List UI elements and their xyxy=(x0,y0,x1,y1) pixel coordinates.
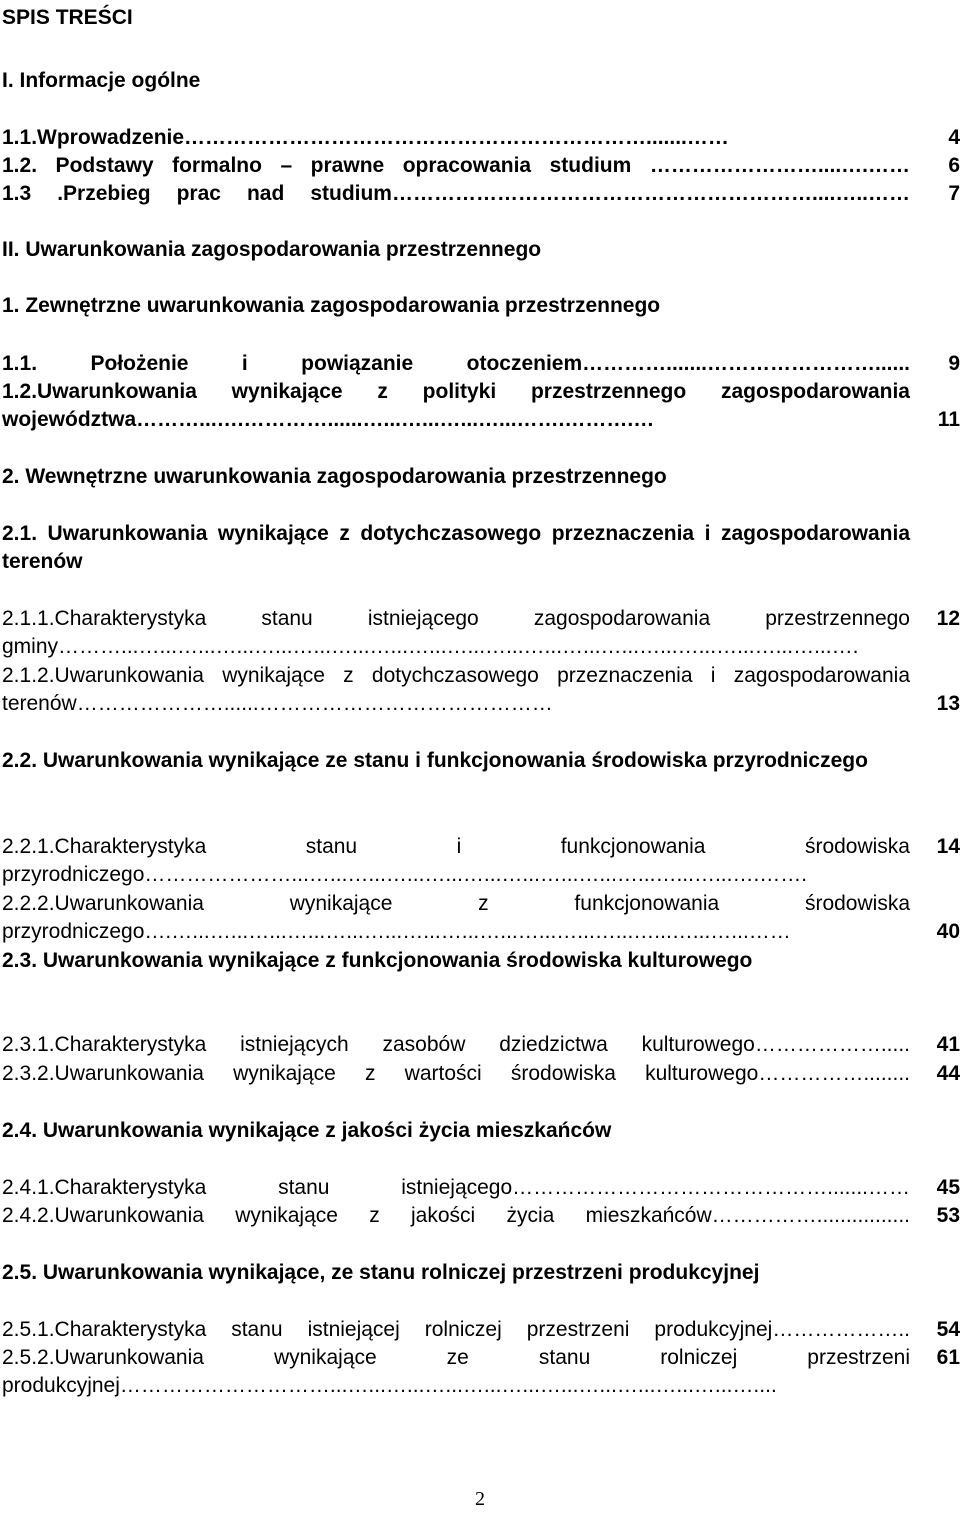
toc-entry-text: 1.2.Uwarunkowania wynikające z polityki przestrzennego zagospodarowania województwa………...….…………......…...…...…...…...…….……….… xyxy=(2,380,910,431)
toc-page-number: 9 xyxy=(948,352,960,375)
toc-page-number: 6 xyxy=(948,154,960,177)
toc-entry-text: 2.2.2.Uwarunkowania wynikające z funkcjonowania środowiska przyrodniczego….…...…...…...…...…...…...…...…...…...…...…...…...…...…...…...…… xyxy=(2,892,910,943)
toc-page-number: 53 xyxy=(936,1204,960,1227)
section-heading-1: 1. Zewnętrzne uwarunkowania zagospodarowania przestrzennego xyxy=(2,294,661,317)
section-heading-text: 2.1. Uwarunkowania wynikające z dotychczasowego przeznaczenia i zagospodarowania terenów xyxy=(2,522,910,573)
toc-entry-text: 2.4.1.Charakterystyka stanu istniejącego……………………………………….......…… xyxy=(2,1176,910,1199)
toc-entry-text: 2.2.1.Charakterystyka stanu i funkcjonowania środowiska przyrodniczego…………………...…...…...…...…...…...…...…...…...…...…...…...….……. xyxy=(2,835,910,886)
toc-entry-text: 1.1. Położenie i powiązanie otoczeniem………….......……………………...... xyxy=(2,352,910,375)
toc-entry-text: 1.3 .Przebieg prac nad studium……………………………………………………....…..…… xyxy=(2,182,910,205)
section-heading-I: I. Informacje ogólne xyxy=(2,69,201,92)
toc-entry-text: 2.3.2.Uwarunkowania wynikające z wartości środowiska kulturowego……………........ xyxy=(2,1062,910,1085)
toc-entry-text: 2.5.2.Uwarunkowania wynikające ze stanu rolniczej przestrzeni produkcyjnej…………………………...…...…...…...…...…...…...…...…...…...…...….... xyxy=(2,1346,910,1397)
toc-page-number: 7 xyxy=(948,182,960,205)
section-heading-II: II. Uwarunkowania zagospodarowania przestrzennego xyxy=(2,238,542,261)
section-heading-2-4: 2.4. Uwarunkowania wynikające z jakości życia mieszkańców xyxy=(2,1119,612,1142)
page-number: 2 xyxy=(475,1488,485,1510)
toc-page-number: 41 xyxy=(936,1033,960,1056)
toc-page-number: 12 xyxy=(936,607,960,630)
toc-entry-text: 2.3.1.Charakterystyka istniejących zasobów dziedzictwa kulturowego………………..... xyxy=(2,1033,910,1056)
toc-entry-text: 2.5.1.Charakterystyka stanu istniejącej rolniczej przestrzeni produkcyjnej……………….. xyxy=(2,1318,910,1341)
toc-page-number: 11 xyxy=(937,408,960,431)
toc-entry-text: 1.1.Wprowadzenie………………………………………………………….......…… xyxy=(2,126,729,149)
toc-page-number: 40 xyxy=(936,920,960,943)
section-heading-2: 2. Wewnętrzne uwarunkowania zagospodarowania przestrzennego xyxy=(2,465,667,488)
section-heading-text: 2.2. Uwarunkowania wynikające ze stanu i funkcjonowania środowiska przyrodniczego xyxy=(2,749,868,772)
toc-page-number: 4 xyxy=(948,126,960,149)
toc-page-number: 14 xyxy=(936,835,960,858)
toc-page-number: 45 xyxy=(936,1176,960,1199)
toc-page-number: 61 xyxy=(936,1346,960,1369)
toc-title: SPIS TREŚCI xyxy=(2,6,133,29)
toc-entry-text: 2.1.2.Uwarunkowania wynikające z dotychczasowego przeznaczenia i zagospodarowania terenów…………………......…………………………………… xyxy=(2,664,910,715)
toc-page-number: 13 xyxy=(936,692,960,715)
toc-page-number: 44 xyxy=(936,1062,960,1085)
section-heading-2-3: 2.3. Uwarunkowania wynikające z funkcjonowania środowiska kulturowego xyxy=(2,949,753,972)
toc-entry-text: 2.4.2.Uwarunkowania wynikające z jakości życia mieszkańców……………................ xyxy=(2,1204,910,1227)
toc-entry-text: 1.2. Podstawy formalno – prawne opracowania studium ……………………....….…… xyxy=(2,154,910,177)
section-heading-2-5: 2.5. Uwarunkowania wynikające, ze stanu rolniczej przestrzeni produkcyjnej xyxy=(2,1261,760,1284)
toc-page-number: 54 xyxy=(936,1318,960,1341)
toc-entry-text: 2.1.1.Charakterystyka stanu istniejącego zagospodarowania przestrzennego gminy………...…...…...…...…...…...…...…...…...…...…...…...…...…...…...…...…...…...…...…. xyxy=(2,607,910,658)
